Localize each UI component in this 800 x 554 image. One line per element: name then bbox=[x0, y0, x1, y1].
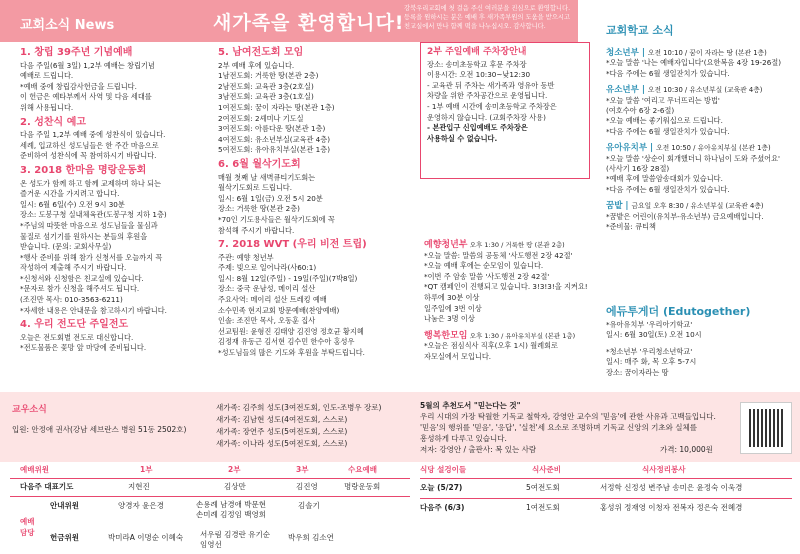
notice-line: 장소: 거룩한 땅(본관 2층) bbox=[218, 204, 300, 214]
notice-title: 7. 2018 WVT (우리 비전 트립) bbox=[218, 239, 367, 251]
notice-line: 준비하여 성찬식에 꼭 참여하시기 바랍니다. bbox=[20, 151, 157, 161]
info-line: 차량을 위한 주차공간으로 운영됩니다. bbox=[427, 91, 548, 101]
info-line: *오늘은 점심식사 직후(오후 1시) 월례회로 bbox=[424, 341, 559, 351]
notice-line: 김정재 유동근 김서현 김수민 한수아 홍성우 bbox=[218, 337, 355, 347]
notice-line: 참석해 주시기 바랍니다. bbox=[218, 225, 295, 235]
school-line: *꿈밭은 어린이(유치부-유소년부) 금요예배입니다. bbox=[606, 211, 764, 221]
notice-line: 즐거운 시간을 가지려고 합니다. bbox=[20, 189, 120, 199]
info-line: *청소년부 '우리청소년학교' bbox=[606, 346, 693, 356]
news-label: 교회소식 News bbox=[20, 18, 115, 33]
staff-title: 교우소식 bbox=[12, 405, 47, 415]
info-line: 일시: 6월 30일(토) 오전 10시 bbox=[606, 330, 702, 340]
info-line: - 교육관 뒤 주차는 새가족과 영유아 동반 bbox=[427, 80, 555, 90]
notice-line: 다음 주일(6월 3일) 1,2부 예배는 창립기념 bbox=[20, 60, 155, 70]
notice-line: 일시: 8월 12일(주일) - 19일(주일)(7박8일) bbox=[218, 273, 358, 283]
notice-line: *신청서와 신청함은 친교실에 있습니다. bbox=[20, 273, 144, 283]
info-line: 장소: 송미초등학교 후문 주차장 bbox=[427, 59, 527, 69]
notice-section bbox=[218, 160, 416, 236]
header-note: 강북우리교회에 첫 걸음 주신 여러분을 진심으로 환영합니다. 등록을 원하시는 분은 예배 후 새가족부원의 도움을 받으시고 친교실에서 만나 함께 떡을 나누십시오. 감사합니다. bbox=[404, 5, 571, 30]
school-group-name: 유소년부 bbox=[606, 85, 639, 96]
notice-line: 3남전도회: 교육관 3층(1호실) bbox=[218, 92, 314, 102]
notice-line: 주관: 예향 청년부 bbox=[218, 252, 274, 262]
school-line: *다음 주에는 6월 생일잔치가 있습니다. bbox=[606, 126, 730, 136]
notice-line: 오늘은 전도회별 전도로 대신합니다. bbox=[20, 332, 134, 342]
duty-side-label: 예배 담당 bbox=[20, 517, 35, 537]
newcomer-list: 새가족: 김주희 성도(3여전도회, 인도-조병우 장로) 새가족: 김남현 성도(4여전도회, 스스로) 새가족: 장연주 성도(5여전도회, 스스로) 새가족: 이나라 성도(5여전도회, 스스로) bbox=[216, 403, 382, 448]
edu-column bbox=[606, 320, 796, 378]
notice-line: 2부 예배 후에 있습니다. bbox=[218, 60, 295, 70]
book-price: 가격: 10,000원 bbox=[660, 445, 713, 454]
info-line: *오늘 말씀: 말씀의 공동체 '사도행전 2장 42절' bbox=[424, 250, 573, 260]
school-group-name: 청소년부 bbox=[606, 48, 639, 58]
school-group-sub: 오전 10:10 / 꿈이 자라는 땅 (본관 1층) bbox=[647, 49, 767, 57]
notice-line: *전도물품은 꽃망 앞 마당에 준비됩니다. bbox=[20, 343, 147, 353]
notice-line: *자세한 내용은 안내문을 참고하시기 바랍니다. bbox=[20, 305, 167, 315]
info-line: *유아유치부 '우리아기학교' bbox=[606, 320, 693, 329]
school-group-sub: 금요일 오후 8:30 / 유소년부실 (교육관 4층) bbox=[631, 202, 764, 211]
info-line: - 1부 예배 시간에 송미초등학교 주차장은 bbox=[427, 101, 557, 111]
notice-line: 일시: 6월 1일(금) 오전 5시 20분 bbox=[218, 193, 323, 203]
youth-section bbox=[424, 240, 604, 363]
info-line: 운영하지 않습니다. (교회주차장 사용) bbox=[427, 112, 546, 122]
duty-header: 예배위원 bbox=[20, 465, 49, 474]
info-line: *QT 캠페인이 진행되고 있습니다. 3!3!3!을 지켜요! bbox=[424, 282, 588, 292]
happy-title: 행복한모임 bbox=[424, 330, 468, 341]
notice-line: 위해 사용됩니다. bbox=[20, 102, 74, 112]
notice-title: 1. 창립 39주년 기념예배 bbox=[20, 47, 133, 58]
school-group-title: 유아유치부 | 오전 10:50 / 유아유치부실 (본관 1층) bbox=[606, 143, 771, 154]
notice-line: 받습니다. (문의: 교회사무실) bbox=[20, 242, 112, 252]
school-group-sub: 오전 10:30 / 유소년부실 (교육관 4층) bbox=[647, 86, 763, 95]
notice-line: 물질로 섬기기를 원하시는 분들의 후원을 bbox=[20, 231, 148, 241]
school-line: *다음 주에는 6월 생일잔치가 있습니다. bbox=[606, 184, 730, 194]
notice-line: 이 헌금은 예타부께서 사역 및 다음 세대를 bbox=[20, 92, 152, 102]
notice-line: 인솔: 조진만 목사, 오동훈 집사 bbox=[218, 316, 316, 326]
notice-title: 3. 2018 한마음 명랑운동회 bbox=[20, 164, 147, 176]
notice-line: *주님의 따뜻한 마음으로 성도님들을 물심과 bbox=[20, 220, 158, 230]
notice-line: (조진만 목사: 010-3563-6211) bbox=[20, 295, 123, 305]
notice-line: 월삭기도회로 드립니다. bbox=[218, 183, 293, 193]
notice-line: 1남전도회: 거룩한 땅(본관 2층) bbox=[218, 71, 319, 81]
notice-line: *예배 중에 창립감사헌금을 드립니다. bbox=[20, 81, 137, 91]
info-line: 하루에 30분 이상 bbox=[424, 292, 480, 302]
info-line: - 본관입구 신입예배도 주차장은 bbox=[427, 123, 528, 133]
left-column bbox=[20, 44, 208, 354]
info-line: 일시: 매주 화, 목 오후 5-7시 bbox=[606, 357, 697, 367]
school-group-name: 유아유치부 bbox=[606, 143, 648, 154]
school-line: *오늘 예배는 좋기워십으로 드립니다. bbox=[606, 116, 723, 126]
parking-notice bbox=[420, 42, 590, 179]
notice-line: 2남전도회: 교육관 3층(2호실) bbox=[218, 81, 314, 91]
notice-title: 6. 6월 월삭기도회 bbox=[218, 158, 301, 170]
info-line: 사용하실 수 없습니다. bbox=[427, 133, 498, 143]
school-line: *오늘 말씀 '상순이 회개했더니 하나님이 도와 주셨어요' bbox=[606, 153, 781, 163]
info-line: *이번 주 암송 말씀 '사도행전 2장 42절' bbox=[424, 271, 550, 281]
school-group-title: 청소년부 | 오전 10:10 / 꿈이 자라는 땅 (본관 1층) bbox=[606, 48, 767, 58]
youth-sub: 오후 1:30 / 거룩한 땅 (본관 2층) bbox=[469, 241, 565, 249]
youth-title: 예향청년부 bbox=[424, 240, 468, 250]
book-title: 5월의 추천도서 "믿는다는 것" bbox=[420, 401, 521, 410]
notice-title: 4. 우리 전도단 주일전도 bbox=[20, 319, 129, 331]
notice-line: 다음 주일 1,2부 예배 중에 성찬식이 있습니다. bbox=[20, 130, 166, 140]
staff-band bbox=[0, 392, 800, 462]
school-title: 교회학교 소식 bbox=[606, 24, 674, 37]
notice-line: 2여전도회: 2셰미나 기도실 bbox=[218, 113, 304, 123]
school-column bbox=[606, 42, 796, 233]
notice-line: 일시: 6월 6일(수) 오전 9시 30분 bbox=[20, 199, 125, 209]
notice-line: *70인 기도용사들은 월삭기도회에 꼭 bbox=[218, 214, 335, 224]
school-group-sub: 오전 10:50 / 유아유치부실 (본관 1층) bbox=[656, 144, 771, 153]
duty-table-left: 예배위원 1부 2부 3부 수요예배 다음주 대표기도 지현진 김상만 김진영 명랑운동회 예배 담당 안내위원 양경자 윤은경 손용례 남경애 박문현 손미례 김정임 백영희 김솔기 헌금위원 박미라A 이명순 이혜숙 서우림 김경란 유기순 임영선 박우희 김소연 bbox=[0, 462, 410, 554]
staff-address: 입원: 안정애 권사(강남 세브란스 병원 51동 2502호) bbox=[12, 425, 187, 434]
book-cover bbox=[740, 402, 792, 454]
notice-line: 5여전도회: 유아유치부실(본관 1층) bbox=[218, 145, 331, 155]
parking-title: 2부 주일예배 주차장안내 bbox=[427, 47, 527, 57]
notice-section bbox=[20, 48, 208, 114]
page-header bbox=[0, 0, 800, 42]
notice-title: 5. 남여전도회 모임 bbox=[218, 47, 304, 58]
school-group-title: 유소년부 | 오전 10:30 / 유소년부실 (교육관 4층) bbox=[606, 85, 763, 96]
info-line: 나눔은 3명 이상 bbox=[424, 314, 475, 324]
notice-section bbox=[218, 240, 416, 359]
book-recommend: 5월의 추천도서 "믿는다는 것" 우리 시대의 가장 탁월한 기독교 철학자, 강영안 교수의 '믿음'에 관한 사유과 고백들입니다. '믿음'의 행위를 '믿음', '응답', '실천'세 요소로 조명하며 기독교 신앙의 기초와 실체를 흥성하게 다루고 있습니다. 저자: 강영안 / 출판사: 복 있는 사람 가격: 10,000원 bbox=[420, 400, 790, 455]
edu-title: 에듀투게더 (Edutogether) bbox=[606, 305, 751, 318]
school-line: *준비물: 큐티책 bbox=[606, 222, 656, 232]
notice-section bbox=[20, 118, 208, 162]
notice-line: 세례, 입교하신 성도님들은 한 주간 마음으로 bbox=[20, 140, 159, 150]
school-line: *다음 주에는 6월 생일잔치가 있습니다. bbox=[606, 68, 730, 78]
info-line: 장소: 꿈이자라는 땅 bbox=[606, 367, 669, 377]
welcome-title: 새가족을 환영합니다! bbox=[213, 12, 405, 34]
info-line: 자모실에서 모입니다. bbox=[424, 351, 492, 361]
notice-title: 2. 성찬식 예고 bbox=[20, 116, 87, 128]
middle-column bbox=[218, 44, 416, 359]
notice-line: 예배로 드립니다. bbox=[20, 71, 74, 81]
notice-line: *문자로 참가 신청을 해주셔도 됩니다. bbox=[20, 284, 140, 294]
notice-line: 장소: 중국 운남성, 메이리 설산 bbox=[218, 284, 316, 294]
info-line: 이용시간: 오전 10:30~낮12:30 bbox=[427, 70, 531, 80]
notice-line: 1여전도회: 꿈이 자라는 땅(본관 1층) bbox=[218, 102, 335, 112]
school-line: *오늘 말씀 '여리고 무너뜨리는 방법' bbox=[606, 95, 720, 105]
school-line: (사사기 16장 28절) bbox=[606, 164, 670, 174]
happy-sub: 오후 1:30 / 유아유치부실 (본관 1층) bbox=[469, 331, 576, 340]
school-group-name: 꿈밭 bbox=[606, 201, 623, 212]
notice-line: 온 성도가 함께 하고 함께 교제하며 하나 되는 bbox=[20, 178, 161, 188]
notice-line: 3여전도회: 아름다운 땅(본관 1층) bbox=[218, 124, 326, 134]
school-line: *오늘 말씀 '나는 예배자입니다'(요한복음 4장 19-26절) bbox=[606, 58, 782, 68]
duty-table-right: 식당 설겅이들 식사준비 식사정리봉사 오늘 (5/27) 5여전도회 서정학 신정성 변주남 송미은 윤정숙 이욱경 다음주 (6/3) 1여전도회 홍성위 정재영 이청자 전복자 정은숙 전혜경 bbox=[420, 462, 792, 522]
notice-line: 장소: 도봉구청 실내체육관(도봉구청 지하 1층) bbox=[20, 210, 167, 220]
notice-line: 선교팀원: 윤형진 김태양 김진영 정호균 황지혜 bbox=[218, 326, 364, 336]
notice-section bbox=[218, 48, 416, 156]
notice-line: 주제: 빛으로 일어나라(사60:1) bbox=[218, 263, 317, 273]
school-group-title: 꿈밭 | 금요일 오후 8:30 / 유소년부실 (교육관 4층) bbox=[606, 201, 764, 212]
notice-line: 작성하여 제출해 주시기 바랍니다. bbox=[20, 263, 127, 273]
school-line: (여호수아 6장 2-6절) bbox=[606, 106, 675, 116]
notice-section bbox=[20, 166, 208, 316]
notice-line: 주요사역: 메이리 설산 트레킹 예배 bbox=[218, 295, 327, 305]
info-line: *오늘 예배 후에는 순모임이 있습니다. bbox=[424, 261, 544, 271]
notice-line: *성도님들의 많은 기도와 후원을 부탁드립니다. bbox=[218, 348, 365, 358]
info-line: 일주일에 3번 이상 bbox=[424, 303, 482, 313]
notice-line: 4여전도회: 유소년부실(교육관 4층) bbox=[218, 134, 331, 144]
notice-section bbox=[20, 320, 208, 354]
notice-line: 소수민족 현지교회 방문예배(찬양예배) bbox=[218, 305, 340, 315]
notice-line: 매월 첫째 날 새벽큐티기도회는 bbox=[218, 172, 316, 182]
duty-row-label: 다음주 대표기도 bbox=[20, 482, 74, 491]
school-line: *예배 후에 말씀암송대회가 있습니다. bbox=[606, 174, 723, 184]
notice-line: *행사 준비를 위해 참가 신청서를 오늘까지 꼭 bbox=[20, 252, 163, 262]
